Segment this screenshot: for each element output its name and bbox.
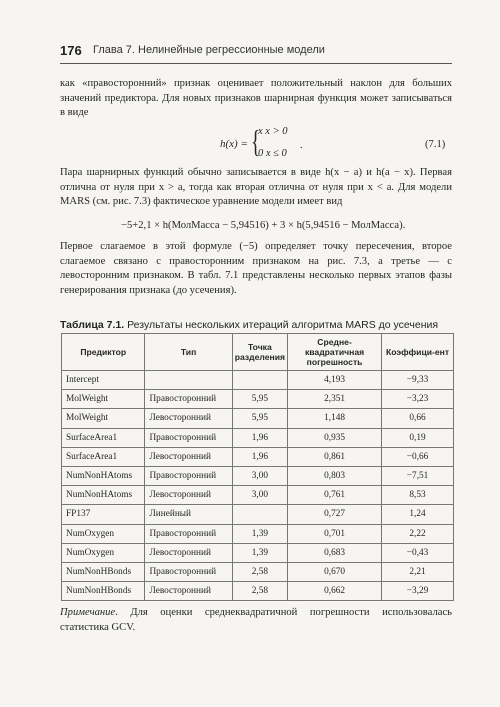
cell-predictor: SurfaceArea1 bbox=[62, 428, 145, 447]
cell-split-point: 2,58 bbox=[232, 582, 287, 601]
table-row bbox=[62, 428, 454, 447]
cell-type: Линейный bbox=[145, 505, 232, 524]
cell-predictor: NumNonHAtoms bbox=[62, 486, 145, 505]
cell-rmse: 4,193 bbox=[288, 371, 382, 390]
paragraph-3 bbox=[60, 240, 452, 298]
cell-split-point bbox=[232, 371, 287, 390]
table-row bbox=[62, 371, 454, 390]
table-row bbox=[62, 562, 454, 581]
cell-type: Правосторонний bbox=[145, 390, 232, 409]
cell-rmse: 2,351 bbox=[288, 390, 382, 409]
table-row bbox=[62, 582, 454, 601]
note-text: . Для оценки среднеквадратичной погрешности использовалась статистика GCV. bbox=[60, 607, 452, 633]
cell-type: Правосторонний bbox=[145, 524, 232, 543]
paragraph-1 bbox=[60, 77, 452, 121]
formula-period: . bbox=[300, 140, 303, 151]
cell-coefficient: 8,53 bbox=[382, 486, 454, 505]
cell-coefficient: −3,29 bbox=[382, 582, 454, 601]
header-predictor: Предиктор bbox=[62, 334, 145, 371]
table-note bbox=[60, 606, 452, 635]
cell-coefficient: 0,19 bbox=[382, 428, 454, 447]
cell-rmse: 0,670 bbox=[288, 562, 382, 581]
note-label: Примечание bbox=[60, 607, 116, 618]
cell-rmse: 0,803 bbox=[288, 466, 382, 485]
cell-coefficient: −9,33 bbox=[382, 371, 454, 390]
header-split-point: Точка разделения bbox=[232, 334, 287, 371]
cell-predictor: NumNonHBonds bbox=[62, 582, 145, 601]
cell-split-point: 1,39 bbox=[232, 543, 287, 562]
cell-split-point: 3,00 bbox=[232, 486, 287, 505]
table-row bbox=[62, 524, 454, 543]
table-row bbox=[62, 409, 454, 428]
cell-type: Правосторонний bbox=[145, 466, 232, 485]
paragraph-2 bbox=[60, 166, 452, 210]
cell-split-point: 2,58 bbox=[232, 562, 287, 581]
cell-rmse: 0,727 bbox=[288, 505, 382, 524]
formula-lhs: h(x) = bbox=[220, 138, 248, 150]
cell-rmse: 0,935 bbox=[288, 428, 382, 447]
table-caption-number: Таблица 7.1. bbox=[60, 319, 125, 331]
table-row bbox=[62, 486, 454, 505]
cell-predictor: Intercept bbox=[62, 371, 145, 390]
cell-predictor: NumOxygen bbox=[62, 543, 145, 562]
cell-rmse: 0,662 bbox=[288, 582, 382, 601]
cell-coefficient: −0,66 bbox=[382, 447, 454, 466]
cell-rmse: 0,761 bbox=[288, 486, 382, 505]
cell-type: Правосторонний bbox=[145, 562, 232, 581]
table-row bbox=[62, 543, 454, 562]
header-rule bbox=[60, 63, 452, 64]
cell-type: Правосторонний bbox=[145, 428, 232, 447]
cell-predictor: NumNonHAtoms bbox=[62, 466, 145, 485]
chapter-title: Глава 7. Нелинейные регрессионные модели bbox=[93, 44, 325, 56]
cell-coefficient: 1,24 bbox=[382, 505, 454, 524]
cell-coefficient: 2,21 bbox=[382, 562, 454, 581]
cell-coefficient: −3,23 bbox=[382, 390, 454, 409]
table-row bbox=[62, 390, 454, 409]
cell-predictor: FP137 bbox=[62, 505, 145, 524]
paragraph-2-text: Пара шарнирных функций обычно записывается в виде h(x − a) и h(a − x). Первая отлична от нуля при x > a, тогда как вторая отлична от нуля при x < a. Для модели MARS (см. рис. 7.3) фактическое уравнение модели имеет вид bbox=[60, 167, 452, 208]
model-equation: −5+2,1 × h(МолМасса − 5,94516) + 3 × h(5,94516 − МолМасса). bbox=[121, 220, 406, 231]
cell-split-point bbox=[232, 505, 287, 524]
table-row bbox=[62, 447, 454, 466]
cell-type bbox=[145, 371, 232, 390]
page-number: 176 bbox=[60, 43, 82, 58]
cell-predictor: NumOxygen bbox=[62, 524, 145, 543]
cell-predictor: NumNonHBonds bbox=[62, 562, 145, 581]
cell-rmse: 1,148 bbox=[288, 409, 382, 428]
cell-rmse: 0,861 bbox=[288, 447, 382, 466]
cell-rmse: 0,683 bbox=[288, 543, 382, 562]
formula-brace: { bbox=[251, 123, 261, 159]
cell-predictor: SurfaceArea1 bbox=[62, 447, 145, 466]
header-type: Тип bbox=[145, 334, 232, 371]
cell-predictor: MolWeight bbox=[62, 390, 145, 409]
cell-coefficient: −7,51 bbox=[382, 466, 454, 485]
cell-rmse: 0,701 bbox=[288, 524, 382, 543]
cell-split-point: 1,96 bbox=[232, 447, 287, 466]
cell-type: Левосторонний bbox=[145, 543, 232, 562]
table-row bbox=[62, 466, 454, 485]
cell-split-point: 5,95 bbox=[232, 390, 287, 409]
cell-type: Левосторонний bbox=[145, 486, 232, 505]
paragraph-3-text: Первое слагаемое в этой формуле (−5) определяет точку пересечения, второе слагаемое связано с правосторонним признаком на рис. 7.3, а третье — с левосторонним признаком. В табл. 7.1 представлены несколько первых этапов фазы генерирования признака (до усечения). bbox=[60, 241, 452, 296]
page-header bbox=[60, 42, 452, 62]
cell-type: Левосторонний bbox=[145, 447, 232, 466]
cell-split-point: 5,95 bbox=[232, 409, 287, 428]
table-caption bbox=[60, 319, 438, 331]
table-header-row bbox=[62, 334, 454, 371]
table-caption-text: Результаты нескольких итераций алгоритма MARS до усечения bbox=[124, 319, 439, 331]
cell-type: Левосторонний bbox=[145, 582, 232, 601]
header-coefficient: Коэффици-ент bbox=[382, 334, 454, 371]
table-row bbox=[62, 505, 454, 524]
cell-split-point: 1,39 bbox=[232, 524, 287, 543]
formula-case-1: x x > 0 bbox=[258, 126, 288, 137]
cell-coefficient: 0,66 bbox=[382, 409, 454, 428]
formula-case-2: 0 x ≤ 0 bbox=[258, 148, 287, 159]
results-table bbox=[61, 333, 454, 601]
paragraph-1-text: как «правосторонний» признак оценивает положительный наклон для больших значений предиктора. Для новых признаков шарнирная функция может записываться в виде bbox=[60, 78, 452, 119]
cell-predictor: MolWeight bbox=[62, 409, 145, 428]
cell-coefficient: 2,22 bbox=[382, 524, 454, 543]
cell-split-point: 3,00 bbox=[232, 466, 287, 485]
cell-split-point: 1,96 bbox=[232, 428, 287, 447]
equation-number: (7.1) bbox=[425, 139, 446, 150]
cell-type: Левосторонний bbox=[145, 409, 232, 428]
header-rmse: Средне-квадратичная погрешность bbox=[288, 334, 382, 371]
table-body bbox=[62, 371, 454, 601]
cell-coefficient: −0,43 bbox=[382, 543, 454, 562]
